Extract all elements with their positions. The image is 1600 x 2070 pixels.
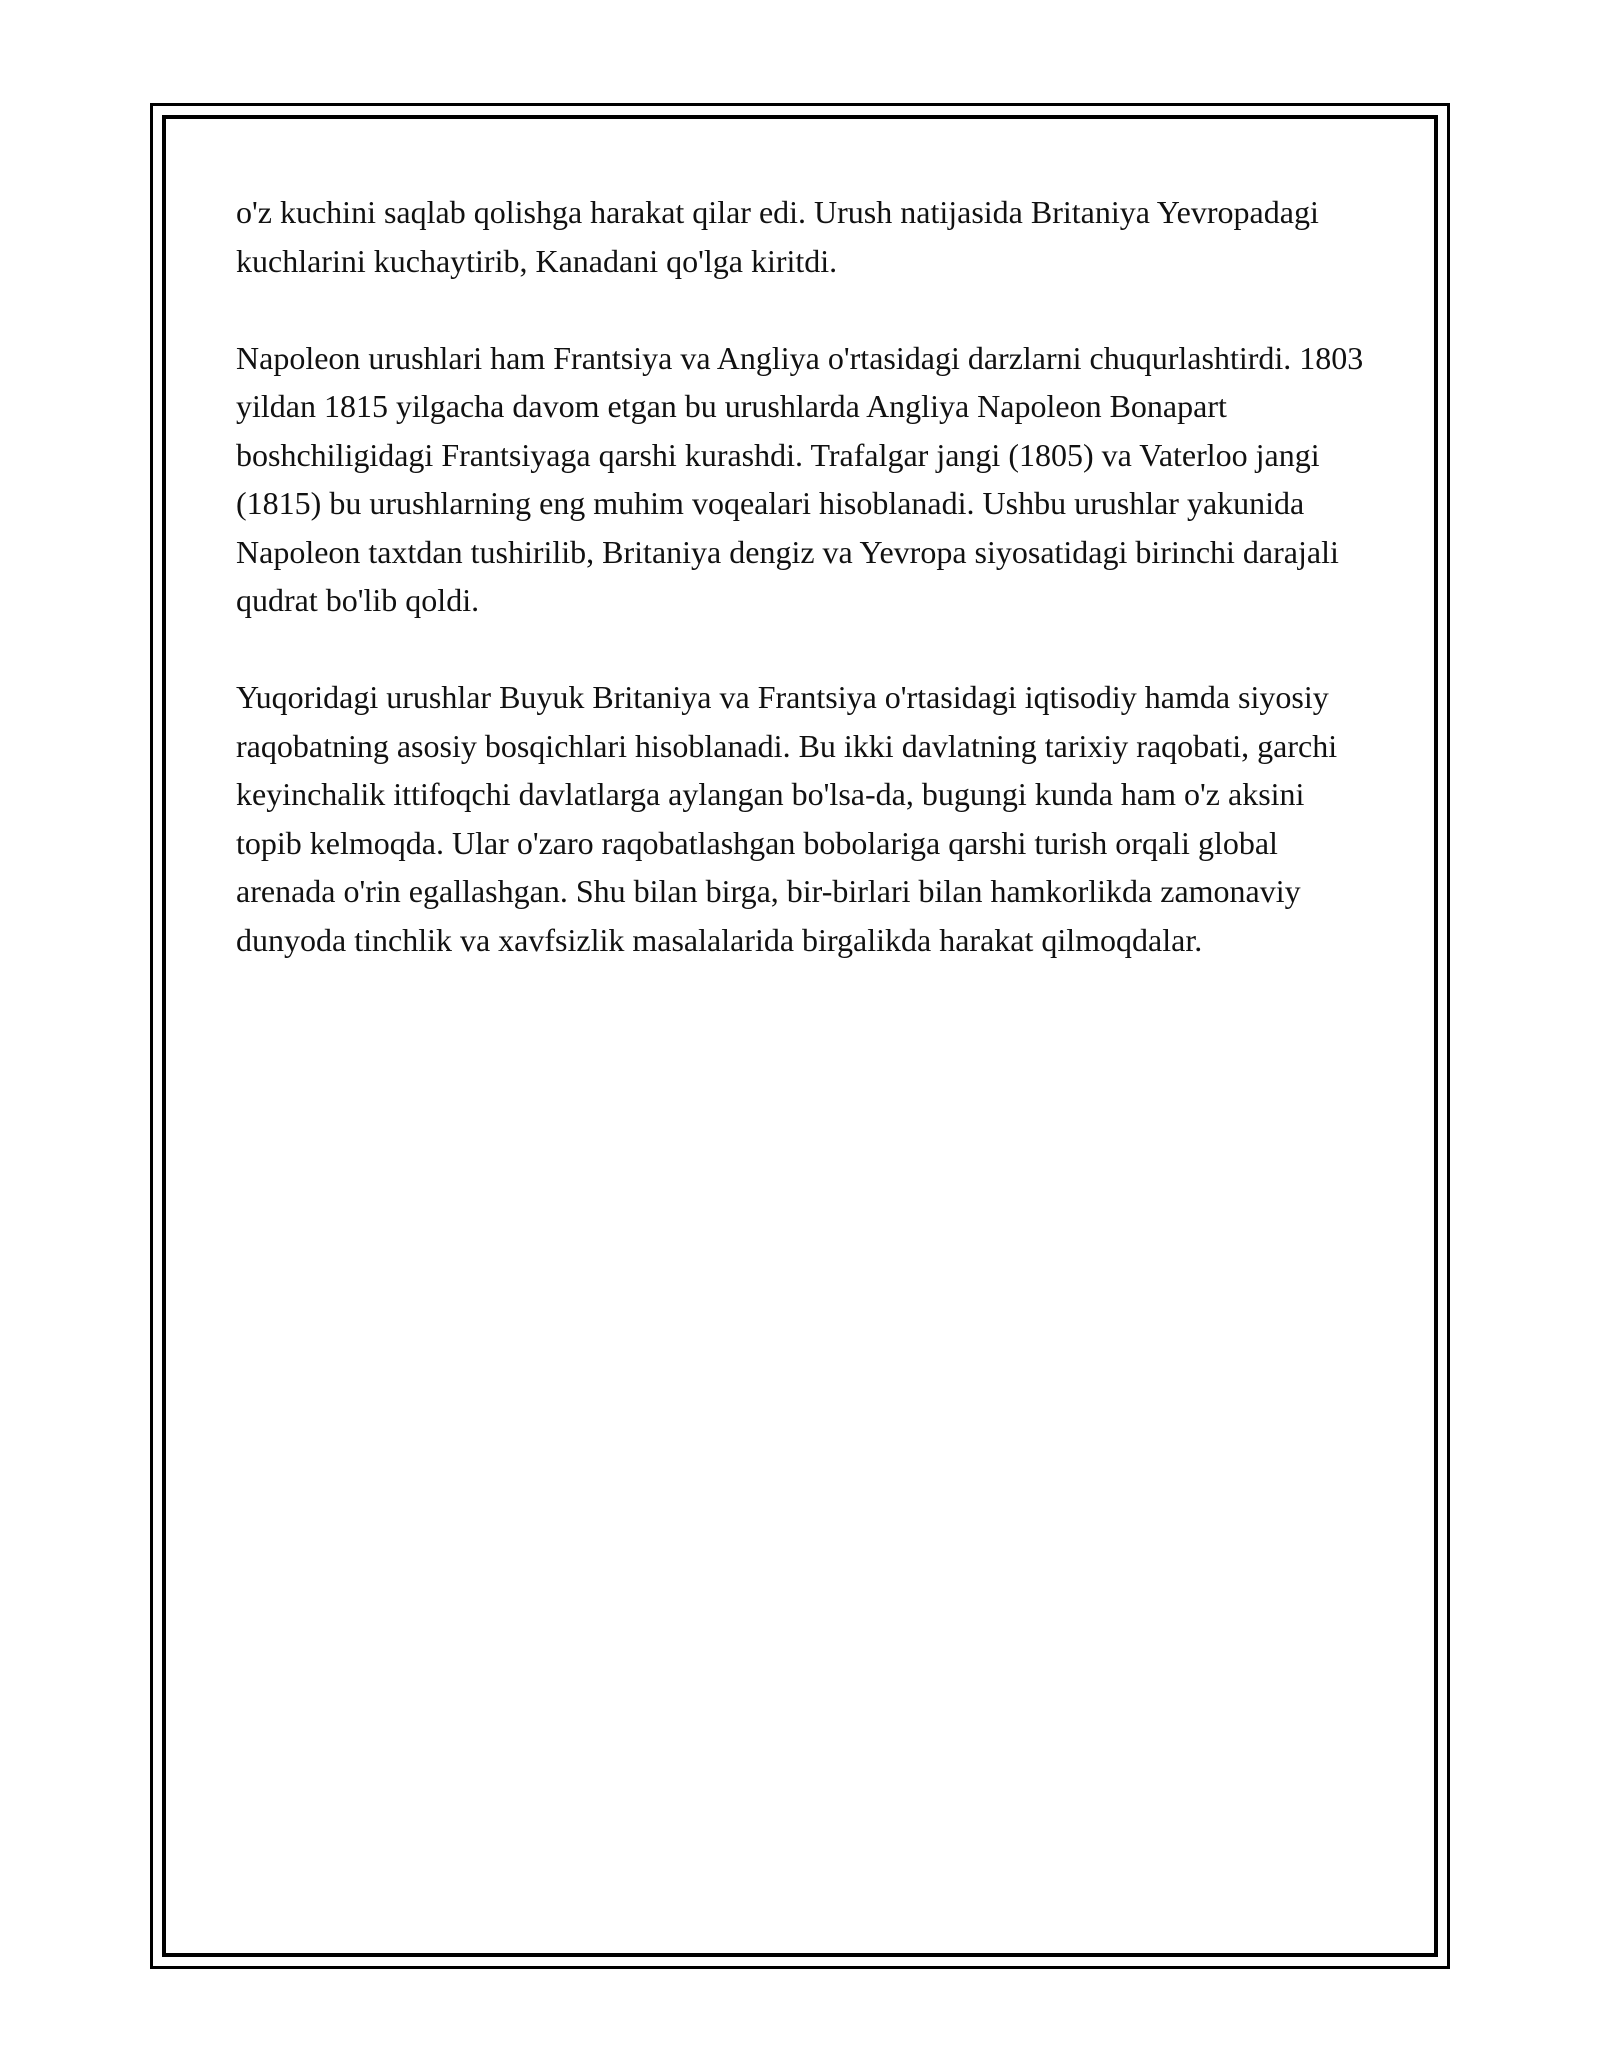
paragraph-1: o'z kuchini saqlab qolishga harakat qilar edi. Urush natijasida Britaniya Yevropadagi kuchlarini kuchaytirib, Kanadani qo'lga kiritdi.: [236, 194, 1319, 279]
paragraph-2: Napoleon urushlari ham Frantsiya va Angliya o'rtasidagi darzlarni chuqurlashtirdi. 1803 yildan 1815 yilgacha davom etgan bu urushlarda Angliya Napoleon Bonapart boshchiligidagi Frantsiyaga qarshi kurashdi. Trafalgar jangi (1805) va Vaterloo jangi (1815) bu urushlarning eng muhim voqealari hisoblanadi. Ushbu urushlar yakunida Napoleon taxtdan tushirilib, Britaniya dengiz va Yevropa siyosatidagi birinchi darajali qudrat bo'lib qoldi.: [236, 339, 1364, 618]
paragraph-3: Yuqoridagi urushlar Buyuk Britaniya va Frantsiya o'rtasidagi iqtisodiy hamda siyosiy raqobatning asosiy bosqichlari hisoblanadi. Bu ikki davlatning tarixiy raqobati, garchi keyinchalik ittifoqchi davlatlarga aylangan bo'lsa-da, bugungi kunda ham o'z aksini topib kelmoqda. Ular o'zaro raqobatlashgan bobolariga qarshi turish orqali global arenada o'rin egallashgan. Shu bilan birga, bir-birlari bilan hamkorlikda zamonaviy dunyoda tinchlik va xavfsizlik masalalarida birgalikda harakat qilmoqdalar.: [236, 679, 1338, 958]
document-body: [236, 188, 1366, 1013]
